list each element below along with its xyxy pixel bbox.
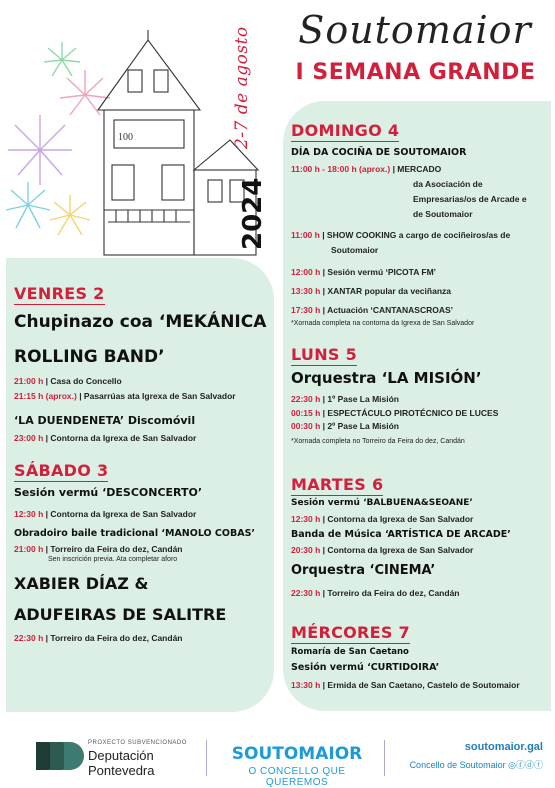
schedule-line: 22:30 h | Torreiro da Feira do dez, Candán [14,633,183,643]
schedule-line-cont: Empresarias/os de Arcade e [413,194,527,204]
schedule-note: Sen inscrición previa. Ata completar aforo [48,556,178,563]
day-title: SÁBADO 3 [14,461,109,480]
social-icons: ◎ⓕⓓⓣ [508,760,543,770]
day-venres [14,285,272,444]
svg-text:100: 100 [118,132,133,143]
brand-title: Soutomaior [298,8,532,52]
event-title: Sesión vermú ‘BALBUENA&SEOANE’ [291,498,473,508]
schedule-line: 22:30 h | 1º Pase La Misión [291,394,400,404]
event-title: ‘LA DUENDENETA’ Discomóvil [14,414,196,427]
event-title: Orquestra ‘CINEMA’ [291,563,436,578]
schedule-note: *Xornada completa na contorna da Igrexa de San Salvador [291,320,475,327]
day-martes [291,476,549,599]
fireworks-left [6,42,110,235]
schedule-line: 22:30 h | Torreiro da Feira do dez, Candán [291,588,460,598]
schedule-line-cont: da Asociación de [413,179,483,189]
schedule-line: 11:00 h - 18:00 h (aprox.) | MERCADO [291,164,442,174]
footer-divider [384,740,385,776]
event-title: DÍA DA COCIÑA DE SOUTOMAIOR [291,147,467,158]
schedule-line-cont: Soutomaior [331,245,379,255]
schedule-line: 12:30 h | Contorna da Igrexa de San Salvador [291,514,474,524]
schedule-line: 21:00 h | Torreiro da Feira do dez, Candán [14,544,183,554]
event-title: XABIER DÍAZ & [14,574,149,593]
schedule-line: 13:30 h | Ermida de San Caetano, Castelo de Soutomaior [291,680,520,690]
event-title: Sesión vermú ‘CURTIDOIRA’ [291,662,440,673]
social-links[interactable]: Concello de Soutomaior ◎ⓕⓓⓣ [409,760,543,770]
event-title: Banda de Música ‘ARTÍSTICA DE ARCADE’ [291,529,511,540]
schedule-line: 00:30 h | 2º Pase La Misión [291,421,400,431]
event-dates: 2-7 de agosto [232,26,252,150]
day-title: DOMINGO 4 [291,121,400,140]
footer-divider [206,740,207,776]
brand-subtitle: I SEMANA GRANDE [295,60,536,85]
day-mercores [291,624,549,691]
day-title: MÉRCORES 7 [291,623,410,642]
day-sabado [14,462,272,644]
schedule-line-cont: de Soutomaior [413,209,473,219]
day-luns [291,346,549,446]
event-title: Chupinazo coa ‘MEKÁNICA [14,312,267,332]
website-link[interactable]: soutomaior.gal [464,741,543,753]
day-title: LUNS 5 [291,345,358,364]
deputacion-logo-icon [34,738,82,776]
soutomaior-tagline: O CONCELLO QUE QUEREMOS [248,766,346,788]
schedule-line: 00:15 h | ESPECTÁCULO PIROTÉCNICO DE LUCES [291,408,499,418]
schedule-line: 12:30 h | Contorna da Igrexa de San Salvador [14,509,197,519]
schedule-line: 17:30 h | Actuación ‘CANTANASCROAS’ [291,305,454,315]
event-title: ROLLING BAND’ [14,347,165,367]
schedule-line: 23:00 h | Contorna da Igrexa de San Salvador [14,433,197,443]
schedule-line: 11:00 h | SHOW COOKING a cargo de cociñeiros/as de [291,230,511,240]
day-title: MARTES 6 [291,475,384,494]
footer [0,720,555,788]
schedule-note: *Xornada completa no Torreiro da Feira do dez, Candán [291,438,465,445]
event-title: ADUFEIRAS DE SALITRE [14,605,227,624]
event-title: Romaría de San Caetano [291,647,409,657]
event-title: Sesión vermú ‘DESCONCERTO’ [14,486,203,499]
event-year: 2024 [238,177,268,250]
schedule-line: 20:30 h | Contorna da Igrexa de San Salvador [291,545,474,555]
schedule-line: 13:30 h | XANTAR popular da veciñanza [291,286,451,296]
event-title: Obradoiro baile tradicional ‘MANOLO COBAS’ [14,528,256,539]
soutomaior-logo: SOUTOMAIOR [231,744,363,764]
schedule-line: 12:00 h | Sesión vermú ‘PICOTA FM’ [291,267,437,277]
schedule-line: 21:15 h (aprox.) | Pasarrúas ata Igrexa de San Salvador [14,391,236,401]
day-domingo [291,122,549,328]
day-title: VENRES 2 [14,284,105,303]
event-title: Orquestra ‘LA MISIÓN’ [291,369,482,387]
deputacion-name: Deputación Pontevedra [88,748,155,778]
schedule-line: 21:00 h | Casa do Concello [14,376,122,386]
deputacion-caption: PROXECTO SUBVENCIONADO [88,740,187,746]
